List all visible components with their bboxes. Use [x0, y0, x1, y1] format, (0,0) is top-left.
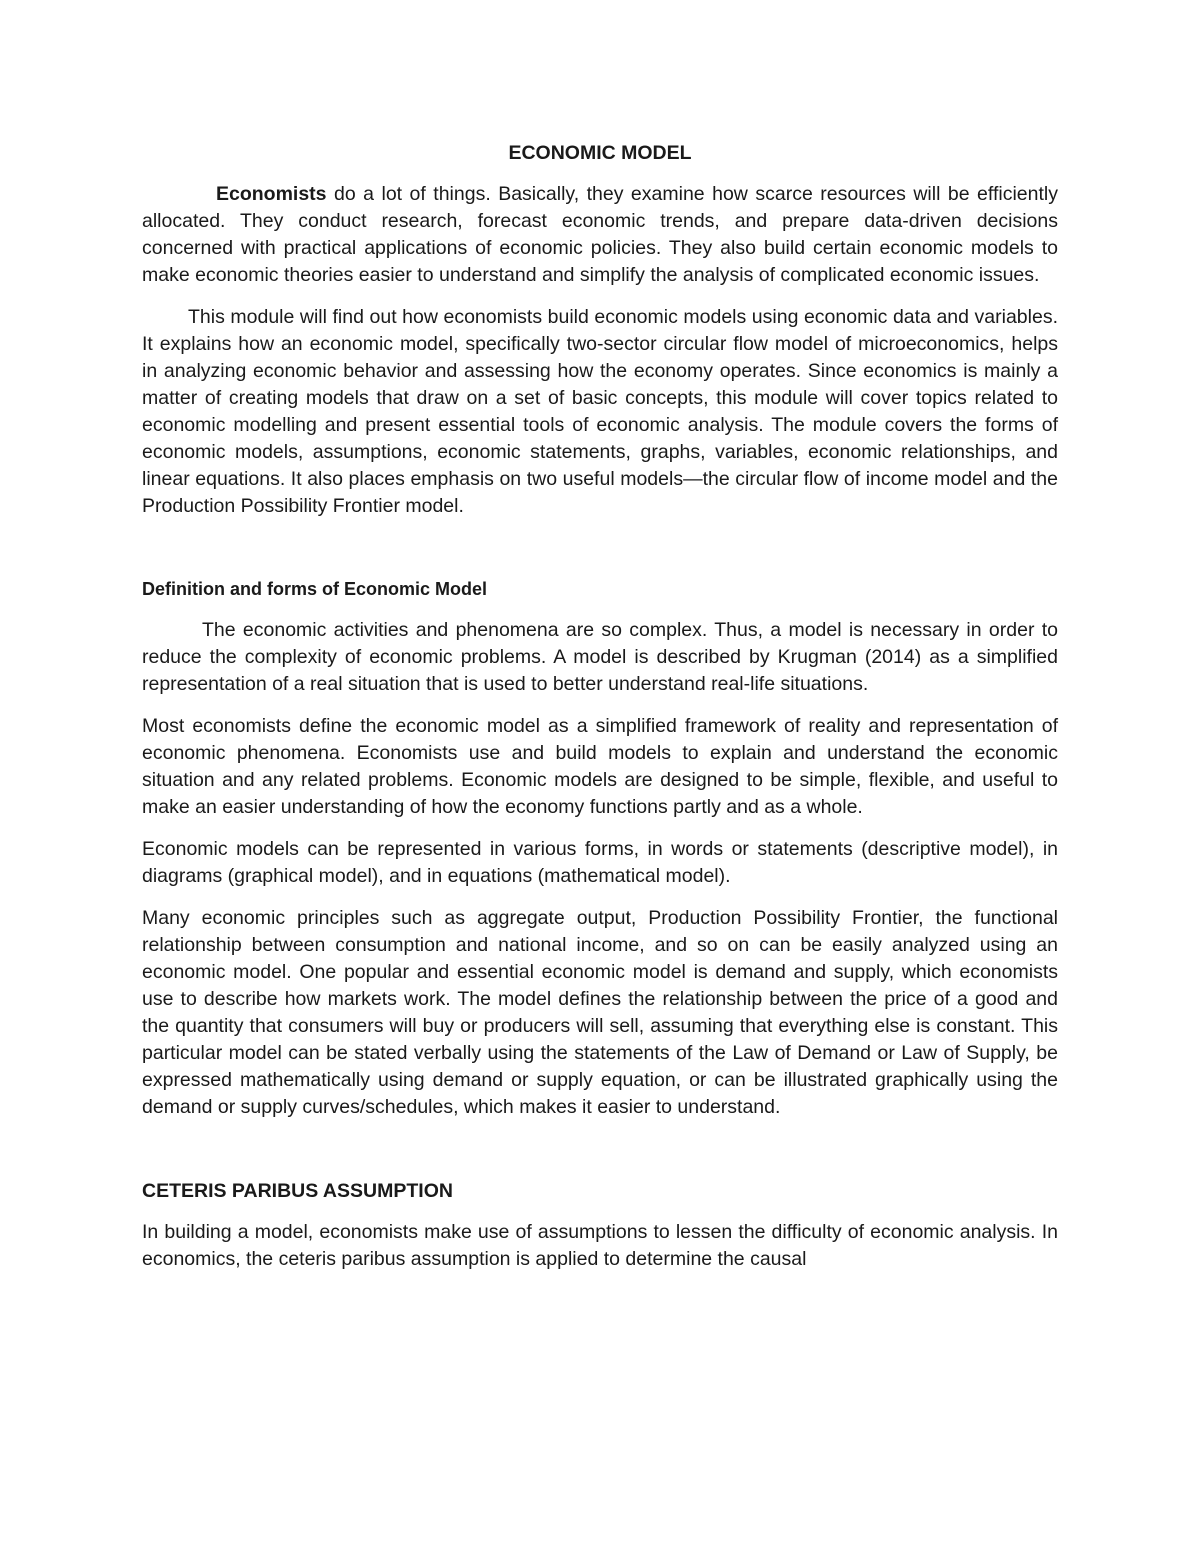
definition-paragraph-4: Many economic principles such as aggregate output, Production Possibility Frontier, the functional relationship between consumption and national income, and so on can be easily analyzed using an economic model. One popular and essential economic model is demand and supply, which economists use to describe how markets work. The model defines the relationship between the price of a good and the quantity that consumers will buy or producers will sell, assuming that everything else is constant. This particular model can be stated verbally using the statements of the Law of Demand or Law of Supply, be expressed mathematically using demand or supply equation, or can be illustrated graphically using the demand or supply curves/schedules, which makes it easier to understand.: [142, 907, 1058, 1118]
definition-paragraph-2: Most economists define the economic model as a simplified framework of reality and representation of economic phenomena. Economists use and build models to explain and understand the economic situation and any related problems. Economic models are designed to be simple, flexible, and useful to make an easier understanding of how the economy functions partly and as a whole.: [142, 715, 1058, 818]
document-title: ECONOMIC MODEL: [508, 142, 692, 164]
intro-lead-bold: Economists: [216, 183, 327, 205]
module-paragraph: This module will find out how economists build economic models using economic data and variables. It explains how an economic model, specifically two-sector circular flow model of microeconomics, helps in analyzing economic behavior and assessing how the economy operates. Since economics is mainly a matter of creating models that draw on a set of basic concepts, this module will cover topics related to economic modelling and present essential tools of economic analysis. The module covers the forms of economic models, assumptions, economic statements, graphs, variables, economic relationships, and linear equations. It also places emphasis on two useful models—the circular flow of income model and the Production Possibility Frontier model.: [142, 306, 1058, 517]
spacer: [142, 535, 1058, 576]
intro-paragraph: [142, 181, 1058, 289]
section-heading-definition: Definition and forms of Economic Model: [142, 579, 488, 599]
ceteris-paribus-paragraph-1: In building a model, economists make use of assumptions to lessen the difficulty of economic analysis. In economics, the ceteris paribus assumption is applied to determine the causal: [142, 1221, 1058, 1270]
definition-paragraph-3: Economic models can be represented in various forms, in words or statements (descriptive model), in diagrams (graphical model), and in equations (mathematical model).: [142, 838, 1058, 887]
section-heading-ceteris-paribus: CETERIS PARIBUS ASSUMPTION: [142, 1180, 453, 1202]
spacer: [142, 1136, 1058, 1178]
document-page: [142, 140, 1058, 1288]
intro-text: do a lot of things. Basically, they examine how scarce resources will be efficiently allocated. They conduct research, forecast economic trends, and prepare data-driven decisions concerned with practical applications of economic policies. They also build certain economic models to make economic theories easier to understand and simplify the analysis of complicated economic issues.: [142, 183, 1058, 286]
definition-paragraph-1: The economic activities and phenomena are so complex. Thus, a model is necessary in order to reduce the complexity of economic problems. A model is described by Krugman (2014) as a simplified representation of a real situation that is used to better understand real-life situations.: [142, 619, 1058, 695]
